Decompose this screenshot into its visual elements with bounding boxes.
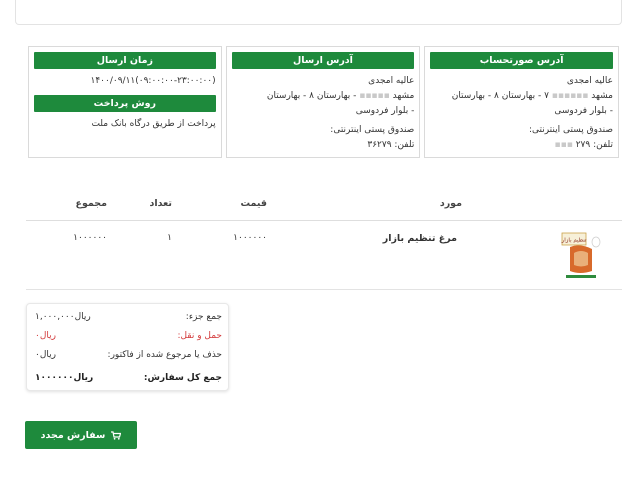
- cart-icon: [111, 431, 121, 440]
- payment-method-value: پرداخت از طریق درگاه بانک ملت: [91, 119, 216, 129]
- row-price: ۱۰۰۰۰۰۰: [233, 233, 267, 243]
- shipping-phone: تلفن: ۳۶۲۷۹: [367, 140, 415, 150]
- billing-address-title: آدرس صورتحساب: [430, 52, 613, 69]
- billing-address-line1: مشهد ▪▪▪▪▪▪ ۷ - بهارستان ۸ - بهارستان: [451, 91, 613, 101]
- grand-total-row: [35, 373, 222, 387]
- row-item-name[interactable]: مرغ تنظیم بازار: [382, 233, 457, 244]
- shipping-name: عالیه امجدی: [368, 76, 415, 86]
- delivery-time-title: زمان ارسال: [34, 52, 216, 69]
- shipping-cost-row: [35, 331, 222, 345]
- billing-address-line2: - بلوار فردوسی: [554, 106, 613, 116]
- table-row: [26, 221, 622, 290]
- grand-total-label: جمع کل سفارش:: [143, 373, 222, 383]
- previous-section-box: [15, 0, 622, 25]
- subtotal-value: ۱,۰۰۰,۰۰۰ریال: [35, 312, 91, 322]
- reorder-button-label: سفارش مجدد: [40, 429, 106, 441]
- header-price: قیمت: [240, 198, 267, 209]
- shipping-po-box: صندوق پستی اینترنتی:: [330, 125, 415, 135]
- shipping-cost-label: حمل و نقل:: [177, 331, 222, 341]
- header-qty: تعداد: [149, 198, 172, 209]
- row-total: ۱۰۰۰۰۰۰: [73, 233, 107, 243]
- billing-address-card: [424, 46, 619, 158]
- shipping-address-card: [226, 46, 421, 158]
- row-qty: ۱: [167, 233, 172, 243]
- grand-total-value: ۱۰۰۰۰۰۰ریال: [35, 373, 94, 383]
- reorder-button[interactable]: [25, 421, 137, 449]
- refund-value: ۰ریال: [35, 350, 56, 360]
- order-totals-box: [26, 303, 229, 391]
- subtotal-label: جمع جزء:: [185, 312, 222, 322]
- table-header: [26, 198, 622, 221]
- shipping-cost-value: ۰ریال: [35, 331, 56, 341]
- refund-row: [35, 350, 222, 364]
- delivery-time-value: ۱۴۰۰/۰۹/۱۱(۰۹:۰۰:۰۰-۲۳:۰۰:۰۰): [90, 76, 216, 86]
- payment-method-title: روش پرداخت: [34, 95, 216, 112]
- subtotal-row: [35, 312, 222, 326]
- billing-po-box: صندوق پستی اینترنتی:: [528, 125, 613, 135]
- order-items-table: [26, 198, 622, 290]
- billing-name: عالیه امجدی: [566, 76, 613, 86]
- refund-label: حذف یا مرجوع شده از فاکتور:: [107, 350, 222, 360]
- shipping-address-line2: - بلوار فردوسی: [355, 106, 415, 116]
- shipping-address-title: آدرس ارسال: [232, 52, 415, 69]
- delivery-payment-card: [28, 46, 222, 158]
- product-image-label: تنظیم بازار: [561, 237, 587, 244]
- header-total: مجموع: [75, 198, 107, 209]
- addresses-section: [28, 46, 619, 158]
- product-image[interactable]: [558, 231, 602, 281]
- billing-phone: تلفن: ۲۷۹ ▪▪▪: [554, 140, 613, 150]
- shipping-address-line1: مشهد ▪▪▪▪▪ - بهارستان ۸ - بهارستان: [266, 91, 415, 101]
- header-item: مورد: [439, 198, 462, 209]
